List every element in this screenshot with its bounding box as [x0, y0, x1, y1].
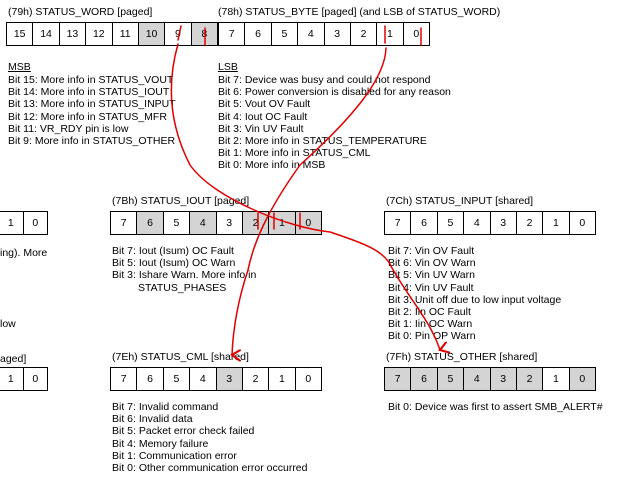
status-word-bit-cell: 9 — [165, 23, 191, 45]
status-word-bit-cell: 13 — [60, 23, 86, 45]
status-byte-bit-cell: 5 — [272, 23, 298, 45]
status-other-bit-cell: 5 — [438, 368, 464, 390]
status-iout-register — [110, 211, 322, 235]
bit-description: Bit 13: More info in STATUS_INPUT — [8, 98, 176, 111]
status-iout-bit-cell: 7 — [111, 212, 137, 234]
bit-description: Bit 11: VR_RDY pin is low — [8, 122, 129, 135]
bit-description: Bit 1: Iin OC Warn — [388, 318, 473, 331]
bit-description: Bit 7: Device was busy and could not respond — [218, 74, 431, 86]
status-cml-bit-cell: 2 — [243, 368, 269, 390]
status-iout-bit-cell: 3 — [217, 212, 243, 234]
status-other-bit-cell: 6 — [411, 368, 437, 390]
status-byte-bit-cell: 2 — [351, 23, 377, 45]
status-cml-bit-cell: 4 — [190, 368, 216, 390]
status-iout-bit-cell: 2 — [243, 212, 269, 234]
status-cml-bit-cell: 7 — [111, 368, 137, 390]
lsb-label: LSB — [218, 61, 238, 73]
status-other-title: (7Fh) STATUS_OTHER [shared] — [386, 351, 538, 363]
status-byte-bit-cell: 0 — [413, 28, 420, 40]
status-input-bit-cell: 1 — [543, 212, 569, 234]
bit-description: Bit 6: Invalid data — [112, 413, 193, 426]
status-iout-title: (7Bh) STATUS_IOUT [paged] — [112, 195, 250, 207]
bit-description: Bit 0: Other communication error occurred — [112, 462, 308, 474]
bit-description: Bit 7: Invalid command — [112, 401, 219, 413]
status-iout-bit-cell: 0 — [296, 212, 321, 234]
bit-description: Bit 14: More info in STATUS_IOUT — [8, 86, 170, 99]
status-other-bit-cell: 0 — [570, 368, 595, 390]
status-other-bit-cell: 2 — [517, 368, 543, 390]
status-byte-bit-cell: 1 — [377, 23, 403, 45]
status-input-bit-cell: 4 — [464, 212, 490, 234]
status-iout-bit-cell: 5 — [164, 212, 190, 234]
partial-left-1-bit-cell: 1 — [0, 212, 24, 234]
status-input-bit-cell: 5 — [438, 212, 464, 234]
bit-description: Bit 1: More info in STATUS_CML — [218, 147, 371, 160]
bit-description: Bit 12: More info in STATUS_MFR — [8, 110, 167, 123]
bit-description: Bit 5: Iout (Isum) OC Warn — [112, 257, 236, 270]
status-cml-register — [110, 367, 322, 391]
bit-description: Bit 7: Iout (Isum) OC Fault — [112, 245, 234, 257]
partial-left-1-bit-cell: 0 — [32, 217, 39, 229]
partial-left-2-bit-cell: 1 — [0, 368, 24, 390]
status-word-msb-register — [6, 22, 218, 46]
bit-description: Bit 5: Packet error check failed — [112, 425, 255, 438]
status-iout-bit-cell: 6 — [137, 212, 163, 234]
partial-register-left-1 — [0, 211, 48, 235]
bit-description: Bit 3: Unit off due to low input voltage — [388, 293, 562, 306]
status-iout-bit-cell: 4 — [190, 212, 216, 234]
bit-description: Bit 3: Vin UV Fault — [218, 122, 304, 135]
status-byte-bit-cell: 6 — [245, 23, 271, 45]
bit-description: Bit 0: More info in MSB — [218, 159, 326, 172]
bit-description: Bit 15: More info in STATUS_VOUT — [8, 74, 174, 86]
status-input-bit-cell: 0 — [579, 217, 586, 229]
status-cml-bit-cell: 6 — [137, 368, 163, 390]
status-other-bit-cell: 7 — [385, 368, 411, 390]
partial-text-2: low — [0, 318, 16, 330]
status-byte-title: (78h) STATUS_BYTE [paged] (and LSB of STATUS_WORD) — [218, 6, 501, 18]
status-word-bit-cell: 15 — [7, 23, 33, 45]
status-byte-register — [218, 22, 430, 46]
bit-description: Bit 4: Iout OC Fault — [218, 110, 308, 123]
status-other-bit-cell: 4 — [464, 368, 490, 390]
status-word-bit-cell: 12 — [86, 23, 112, 45]
bit-description: Bit 9: More info in STATUS_OTHER — [8, 135, 176, 147]
status-byte-bit-cell: 7 — [219, 23, 245, 45]
status-other-bit-cell: 1 — [543, 368, 569, 390]
status-cml-bit-cell: 1 — [269, 368, 295, 390]
bit-description: Bit 6: Power conversion is disabled for any reason — [218, 86, 451, 99]
status-input-bit-cell: 2 — [517, 212, 543, 234]
status-word-bit-cell: 11 — [113, 23, 139, 45]
status-word-bit-cell: 14 — [33, 23, 59, 45]
status-cml-title: (7Eh) STATUS_CML [shared] — [112, 351, 249, 363]
partial-register-left-2 — [0, 367, 48, 391]
status-cml-bit-cell: 0 — [305, 373, 312, 385]
status-input-bit-cell: 3 — [491, 212, 517, 234]
partial-text-1: ing). More — [0, 247, 48, 259]
status-iout-bit-cell: 1 — [269, 212, 295, 234]
status-byte-bit-cell: 4 — [298, 23, 324, 45]
bit-description: STATUS_PHASES — [138, 281, 227, 294]
bit-description: Bit 6: Vin OV Warn — [388, 257, 476, 270]
partial-left-2-bit-cell: 0 — [32, 373, 39, 385]
status-other-bit-cell: 3 — [491, 368, 517, 390]
status-input-bit-cell: 6 — [411, 212, 437, 234]
status-input-title: (7Ch) STATUS_INPUT [shared] — [386, 195, 534, 207]
bit-description: Bit 2: More info in STATUS_TEMPERATURE — [218, 135, 427, 147]
bit-description: Bit 3: Ishare Warn. More info in — [112, 269, 257, 282]
bit-description: Bit 2: Iin OC Fault — [388, 306, 471, 318]
bit-description: Bit 0: Device was first to assert SMB_ALERT# — [388, 401, 603, 413]
status-cml-bit-cell: 5 — [164, 368, 190, 390]
status-input-register — [384, 211, 596, 235]
status-other-register — [384, 367, 596, 391]
bit-description: Bit 5: Vin UV Warn — [388, 269, 475, 282]
bit-description: Bit 4: Vin UV Fault — [388, 281, 474, 294]
status-cml-bit-cell: 3 — [217, 368, 243, 390]
status-input-bit-cell: 7 — [385, 212, 411, 234]
bit-description: Bit 4: Memory failure — [112, 437, 209, 450]
msb-label: MSB — [8, 61, 31, 73]
partial-text-3: aged] — [0, 353, 27, 365]
status-word-bit-cell: 8 — [192, 23, 217, 45]
status-word-bit-cell: 10 — [139, 23, 165, 45]
bit-description: Bit 5: Vout OV Fault — [218, 98, 311, 111]
bit-description: Bit 1: Communication error — [112, 449, 237, 462]
status-byte-bit-cell: 3 — [325, 23, 351, 45]
bit-description: Bit 7: Vin OV Fault — [388, 245, 475, 257]
status-word-title: (79h) STATUS_WORD [paged] — [8, 6, 153, 18]
bit-description: Bit 0: Pin OP Warn — [388, 330, 476, 343]
